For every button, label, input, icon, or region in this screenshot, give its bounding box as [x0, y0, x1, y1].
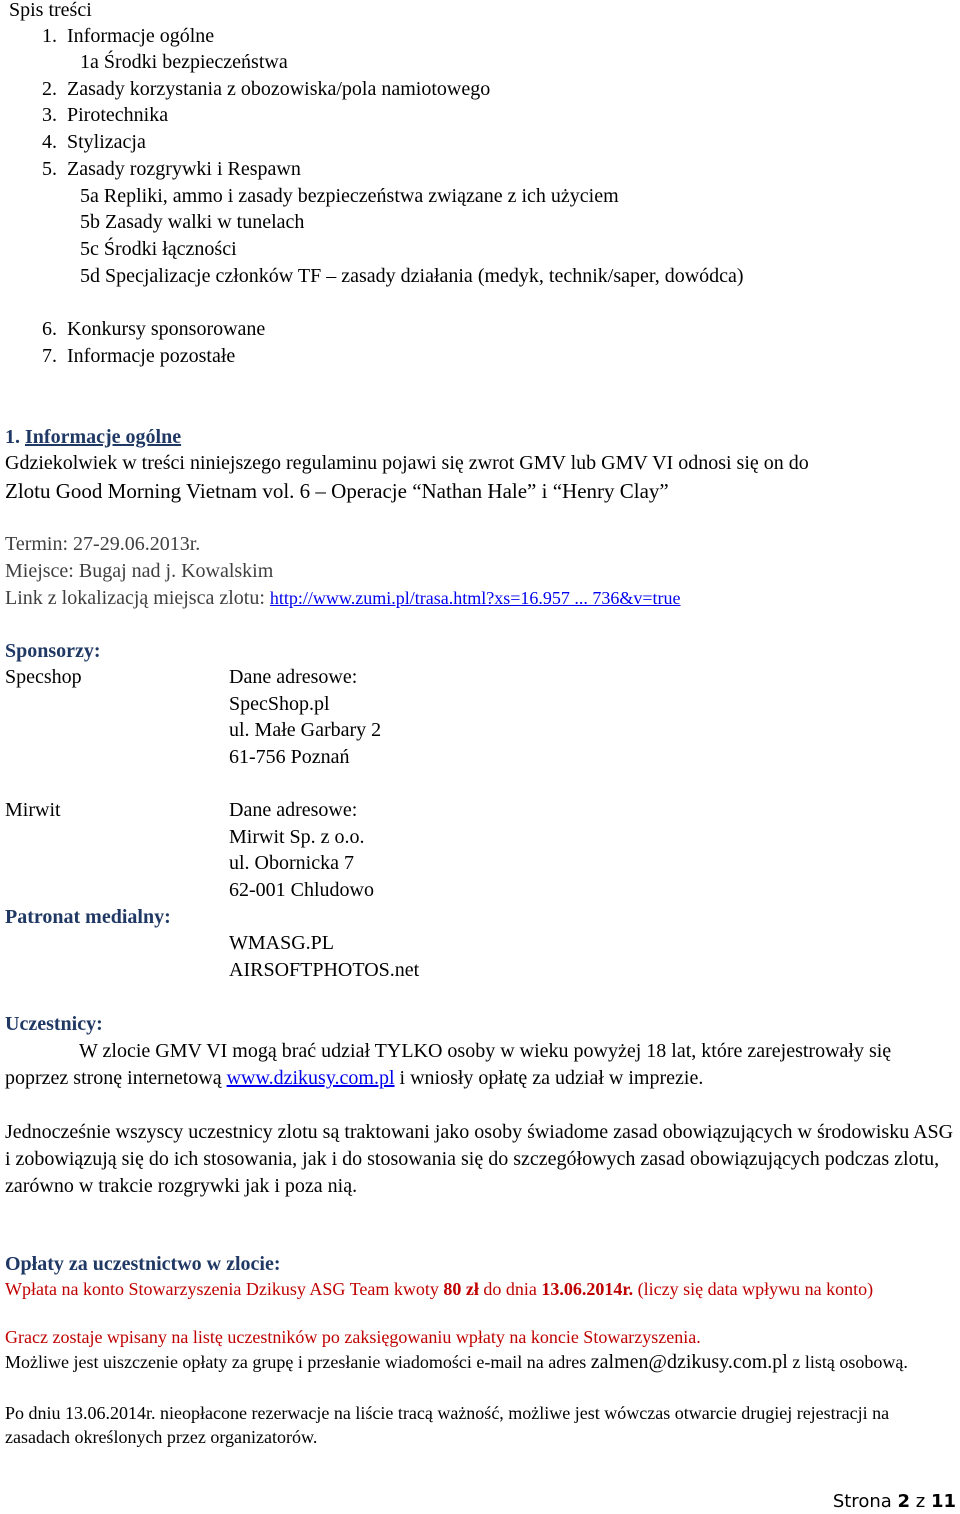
participants-paragraph [5, 1038, 955, 1092]
toc-item: 1a Środki bezpieczeństwa [80, 51, 288, 73]
sponsor-address-line: 61-756 Poznań [229, 746, 350, 768]
location-link[interactable]: http://www.zumi.pl/trasa.html?xs=16.957 ... 736&v=true [269, 588, 681, 608]
sponsor-name: Mirwit [5, 799, 61, 821]
registration-link[interactable]: www.dzikusy.com.pl [226, 1067, 395, 1089]
toc-item: 2. Zasady korzystania z obozowiska/pola namiotowego [42, 78, 491, 100]
event-location: Miejsce: Bugaj nad j. Kowalskim [5, 560, 274, 582]
page-label: Strona [832, 1491, 898, 1512]
section-number: 1. [5, 426, 20, 448]
fee-deadline: 13.06.2014r. [541, 1279, 634, 1299]
toc-item: 5. Zasady rozgrywki i Respawn [42, 158, 301, 180]
toc-item: 6. Konkursy sponsorowane [42, 318, 266, 340]
section-heading [5, 425, 181, 449]
page-label: z [910, 1491, 931, 1512]
fees-text: z listą osobową. [787, 1352, 908, 1372]
current-page: 2 [897, 1491, 911, 1512]
sponsor-address-line: ul. Obornicka 7 [229, 852, 354, 874]
fees-text: (liczy się data wpływu na konto) [633, 1279, 874, 1299]
fees-text: do dnia [478, 1279, 542, 1299]
total-pages: 11 [930, 1491, 956, 1512]
toc-item: 3. Pirotechnika [42, 104, 169, 126]
fees-text: Możliwe jest uiszczenie opłaty za grupę i przesłanie wiadomości e-mail na adres [5, 1352, 591, 1372]
toc-item: 5d Specjalizacje członków TF – zasady działania (medyk, technik/saper, dowódca) [80, 265, 744, 287]
toc-item: 7. Informacje pozostałe [42, 345, 236, 367]
participants-paragraph: Jednocześnie wszyscy uczestnicy zlotu są traktowani jako osoby świadome zasad obowiązujących w środowisku ASG i zobowiązują się do ich stosowania, jak i do stosowania się do szczegółowych zasad obowiązujących podczas zlotu, zarówno w trakcie rozgrywki jak i poza nią. [5, 1121, 954, 1197]
toc-item: 5b Zasady walki w tunelach [80, 211, 305, 233]
participants-text: W zlocie GMV VI mogą brać udział TYLKO osoby w wieku powyżej 18 lat, które zarejestrowały się poprzez stronę internetową [5, 1040, 892, 1089]
fees-heading: Opłaty za uczestnictwo w zlocie: [5, 1253, 281, 1275]
location-link-label: Link z lokalizacją miejsca zlotu: [5, 587, 265, 609]
sponsor-address-line: Mirwit Sp. z o.o. [229, 826, 365, 848]
media-patron: WMASG.PL [229, 932, 335, 954]
intro-line: Gdziekolwiek w treści niniejszego regulaminu pojawi się zwrot GMV lub GMV VI odnosi się on do [5, 452, 809, 474]
participants-heading: Uczestnicy: [5, 1013, 103, 1035]
fees-group-info [5, 1350, 955, 1375]
sponsor-name: Specshop [5, 666, 82, 688]
intro-line: Zlotu Good Morning Vietnam vol. 6 – Operacje “Nathan Hale” i “Henry Clay” [5, 479, 669, 503]
toc-title: Spis treści [9, 0, 92, 21]
fees-text: Wpłata na konto Stowarzyszenia Dzikusy ASG Team kwoty [5, 1279, 444, 1299]
fees-payment-info [5, 1277, 955, 1301]
location-link-row [5, 586, 681, 610]
media-patron: AIRSOFTPHOTOS.net [229, 959, 420, 981]
participants-text: i wniosły opłatę za udział w imprezie. [394, 1067, 704, 1089]
toc-item: 4. Stylizacja [42, 131, 146, 153]
fees-registration-info: Gracz zostaje wpisany na listę uczestników po zaksięgowaniu wpłaty na koncie Stowarzyszenia. [5, 1327, 701, 1347]
sponsor-address-line: ul. Małe Garbary 2 [229, 719, 382, 741]
sponsor-address-line: 62-001 Chludowo [229, 879, 374, 901]
section-title: Informacje ogólne [25, 426, 182, 448]
page-number [833, 1490, 956, 1514]
toc-item: 1. Informacje ogólne [42, 25, 215, 47]
sponsor-address-line: Dane adresowe: [229, 799, 358, 821]
fee-amount: 80 zł [443, 1279, 479, 1299]
toc-item: 5a Repliki, ammo i zasady bezpieczeństwa związane z ich użyciem [80, 185, 619, 207]
sponsor-address-line: Dane adresowe: [229, 666, 358, 688]
sponsor-address-line: SpecShop.pl [229, 693, 330, 715]
event-date: Termin: 27-29.06.2013r. [5, 533, 201, 555]
contact-email: zalmen@dzikusy.com.pl [590, 1351, 788, 1373]
fees-deadline-info: Po dniu 13.06.2014r. nieopłacone rezerwacje na liście tracą ważność, możliwe jest wówczas otwarcie drugiej rejestracji na zasadach określonych przez organizatorów. [5, 1403, 890, 1447]
toc-item: 5c Środki łączności [80, 238, 237, 260]
sponsors-heading: Sponsorzy: [5, 640, 101, 662]
patronat-heading: Patronat medialny: [5, 906, 171, 928]
